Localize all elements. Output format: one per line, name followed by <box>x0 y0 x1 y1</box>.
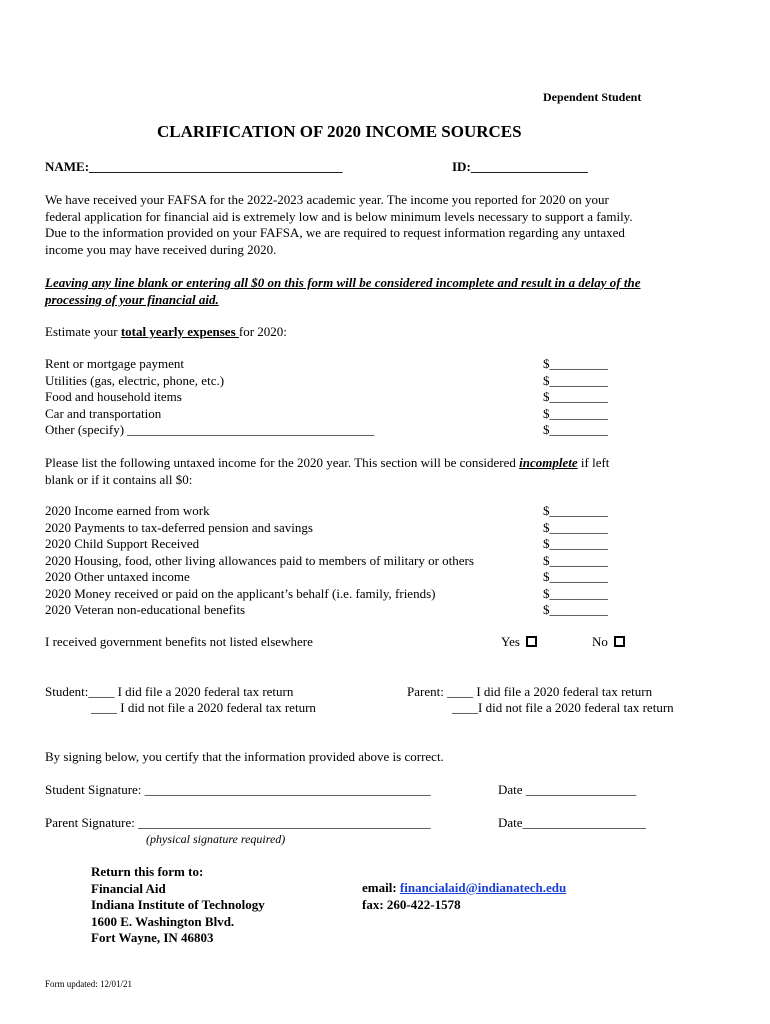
form-title: CLARIFICATION OF 2020 INCOME SOURCES <box>157 122 522 141</box>
form-updated-date: Form updated: 12/01/21 <box>45 979 132 989</box>
office-name: Financial Aid <box>91 880 166 896</box>
intro-line: We have received your FAFSA for the 2022-2023 academic year. The income you reported for 2020 on your <box>45 192 609 207</box>
email-link[interactable]: financialaid@indianatech.edu <box>399 880 567 895</box>
intro-line: income you may have received during 2020. <box>45 241 277 257</box>
student-signature-field[interactable]: Student Signature: ____________________________________________ <box>45 782 431 797</box>
email-label: email: <box>362 880 400 895</box>
expenses-emphasis: total yearly expenses <box>120 324 239 339</box>
untaxed-heading: Please list the following untaxed income for the 2020 year. This section will be considered incomplete if left blank or if it contains all $0: <box>45 455 610 487</box>
student-date-field[interactable]: Date _________________ <box>498 782 637 797</box>
parent-signature-field[interactable]: Parent Signature: _____________________________________________ <box>45 815 431 830</box>
expense-item: Car and transportation <box>45 405 162 421</box>
benefits-yes <box>501 634 537 651</box>
expense-item: Utilities (gas, electric, phone, etc.) <box>45 372 225 388</box>
amount-field[interactable]: $_________ <box>543 503 608 518</box>
untaxed-amounts <box>543 503 608 619</box>
untaxed-item: 2020 Veteran non-educational benefits <box>45 602 246 617</box>
amount-field[interactable]: $_________ <box>543 585 608 601</box>
warning-line: processing of your financial aid. <box>45 291 219 307</box>
intro-line: Due to the information provided on your FAFSA, we are required to request information regarding any untaxed <box>45 225 625 240</box>
contact-info <box>362 880 566 913</box>
amount-field[interactable]: $_________ <box>543 536 608 551</box>
parent-not-filed-option[interactable]: ____I did not file a 2020 federal tax return <box>452 700 674 715</box>
benefits-no <box>592 634 625 651</box>
return-address <box>91 864 265 947</box>
amount-field[interactable]: $_________ <box>543 602 608 617</box>
untaxed-item: 2020 Other untaxed income <box>45 569 190 584</box>
fax-number: fax: 260-422-1578 <box>362 896 461 912</box>
city-address: Fort Wayne, IN 46803 <box>91 930 214 945</box>
untaxed-item: 2020 Money received or paid on the applicant’s behalf (i.e. family, friends) <box>45 585 436 601</box>
intro-line: federal application for financial aid is extremely low and is below minimum levels necessary to support a family. <box>45 208 633 224</box>
expense-item[interactable]: Other (specify) ______________________________________ <box>45 422 375 437</box>
institution-name: Indiana Institute of Technology <box>91 897 265 912</box>
amount-field[interactable]: $_________ <box>543 389 608 404</box>
student-not-filed-option[interactable]: ____ I did not file a 2020 federal tax return <box>91 700 316 715</box>
amount-field[interactable]: $_________ <box>543 569 608 584</box>
untaxed-item: 2020 Housing, food, other living allowances paid to members of military or others <box>45 552 474 568</box>
intro-paragraph <box>45 192 685 258</box>
untaxed-item: 2020 Payments to tax-deferred pension and savings <box>45 519 313 535</box>
parent-filed-option[interactable]: Parent: ____ I did file a 2020 federal tax return <box>407 684 653 699</box>
student-type-label: Dependent Student <box>543 90 642 104</box>
parent-date-field[interactable]: Date___________________ <box>498 815 647 830</box>
yes-label: Yes <box>501 634 520 649</box>
expenses-amounts <box>543 356 608 439</box>
untaxed-item: 2020 Child Support Received <box>45 536 200 551</box>
amount-field[interactable]: $_________ <box>543 405 608 421</box>
amount-field[interactable]: $_________ <box>543 519 608 535</box>
amount-field[interactable]: $_________ <box>543 372 608 388</box>
return-label: Return this form to: <box>91 864 204 879</box>
no-label: No <box>592 634 608 649</box>
warning-line: Leaving any line blank or entering all $0 on this form will be considered incomplete and result in a delay of the <box>45 275 641 290</box>
benefits-question: I received government benefits not listed elsewhere <box>45 634 313 649</box>
signature-note: (physical signature required) <box>146 832 286 846</box>
expense-item: Rent or mortgage payment <box>45 356 184 371</box>
amount-field[interactable]: $_________ <box>543 552 608 568</box>
amount-field[interactable]: $_________ <box>543 422 608 437</box>
expense-item: Food and household items <box>45 389 182 404</box>
untaxed-emphasis: incomplete <box>519 455 578 470</box>
id-field[interactable]: ID:__________________ <box>452 159 588 174</box>
student-filed-option[interactable]: Student:____ I did file a 2020 federal tax return <box>45 684 294 699</box>
yes-checkbox[interactable] <box>526 636 537 647</box>
expenses-heading: Estimate your total yearly expenses for 2020: <box>45 324 287 339</box>
amount-field[interactable]: $_________ <box>543 356 608 371</box>
incomplete-warning <box>45 275 685 308</box>
name-field[interactable]: NAME:_______________________________________ <box>45 159 343 174</box>
no-checkbox[interactable] <box>614 636 625 647</box>
certify-statement: By signing below, you certify that the information provided above is correct. <box>45 749 444 764</box>
untaxed-item: 2020 Income earned from work <box>45 503 210 518</box>
street-address: 1600 E. Washington Blvd. <box>91 913 235 929</box>
